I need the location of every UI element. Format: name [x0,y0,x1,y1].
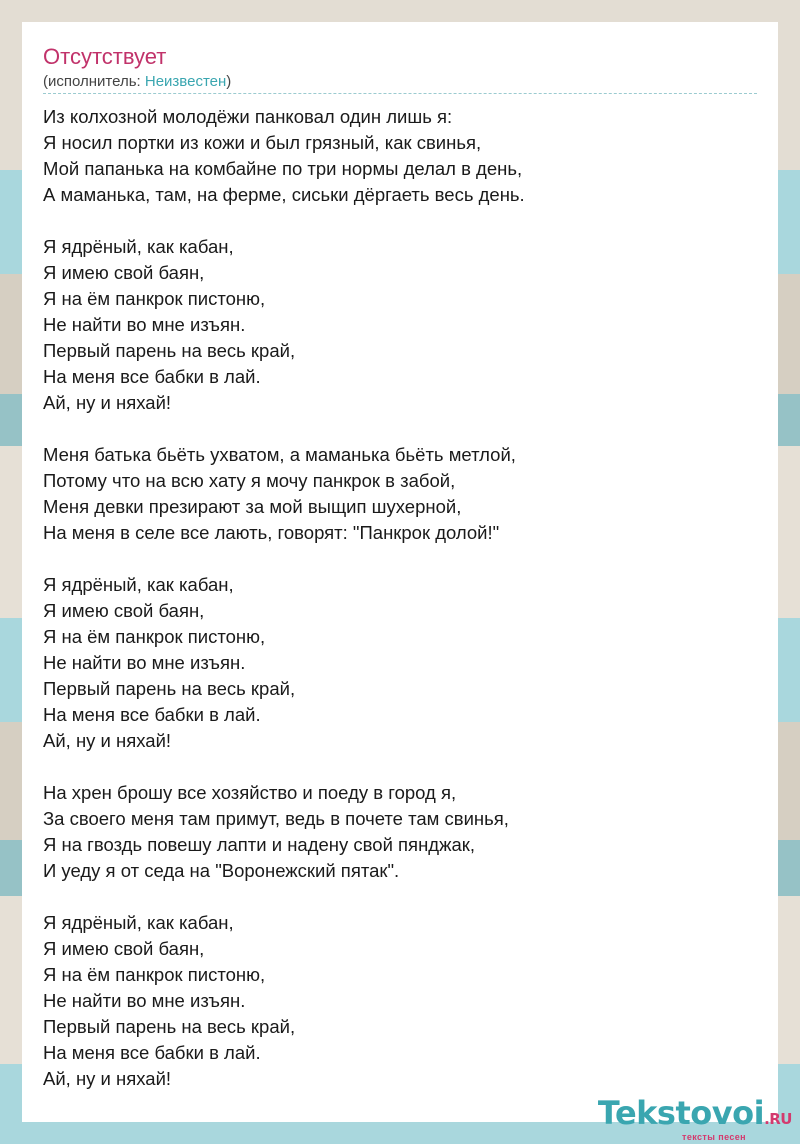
lyric-line: Первый парень на весь край, [43,340,296,361]
lyric-line: Не найти во мне изъян. [43,314,246,335]
stanza-gap [43,884,763,910]
lyric-line: Я на гвоздь повешу лапти и надену свой пянджак, [43,834,475,855]
lyric-line: Мой папанька на комбайне по три нормы делал в день, [43,158,523,179]
performer-line [43,73,231,91]
lyric-line: Первый парень на весь край, [43,678,296,699]
lyric-line: Из колхозной молодёжи панковал один лишь я: [43,106,453,127]
lyric-line: За своего меня там примут, ведь в почете там свинья, [43,808,509,829]
stanza-gap [43,416,763,442]
lyric-line: А маманька, там, на ферме, сиськи дёргаеть весь день. [43,184,525,205]
lyric-line: Я на ём панкрок пистоню, [43,964,266,985]
lyric-line: На меня все бабки в лай. [43,366,261,387]
lyric-line: На меня в селе все лають, говорят: "Панкрок долой!" [43,522,500,543]
lyric-line: Не найти во мне изъян. [43,652,246,673]
lyric-line: Меня девки презирают за мой выщип шухерной, [43,496,462,517]
lyric-line: На хрен брошу все хозяйство и поеду в город я, [43,782,457,803]
performer-prefix: (исполнитель: [43,73,145,90]
lyric-line: Потому что на всю хату я мочу панкрок в забой, [43,470,456,491]
performer-link[interactable]: Неизвестен [144,73,227,90]
lyric-line: Я ядрёный, как кабан, [43,574,234,595]
performer-suffix: ) [226,73,232,90]
lyric-line: Я носил портки из кожи и был грязный, как свинья, [43,132,482,153]
site-logo[interactable] [597,1094,792,1142]
lyric-line: И уеду я от седа на "Воронежский пятак". [43,860,400,881]
lyric-line: Меня батька бьёть ухватом, а маманька бьёть метлой, [43,444,516,465]
lyrics-card [22,22,778,1122]
lyric-line: Я ядрёный, как кабан, [43,912,234,933]
lyric-line: На меня все бабки в лай. [43,1042,261,1063]
lyric-line: Я на ём панкрок пистоню, [43,288,266,309]
logo-tagline: тексты песен [682,1132,746,1142]
logo-word: Tekstovoi [597,1094,765,1132]
dashed-divider [43,93,757,94]
lyric-line: Не найти во мне изъян. [43,990,246,1011]
lyric-line: Я имею свой баян, [43,938,205,959]
stanza-gap [43,208,763,234]
lyric-line: Я имею свой баян, [43,600,205,621]
lyric-line: Первый парень на весь край, [43,1016,296,1037]
lyric-line: Я имею свой баян, [43,262,205,283]
logo-tld: .RU [764,1110,792,1128]
lyric-line: Ай, ну и няхай! [43,392,172,413]
lyric-line: Я ядрёный, как кабан, [43,236,234,257]
song-title: Отсутствует [43,44,167,69]
stanza-gap [43,754,763,780]
lyrics-body [43,104,763,1092]
lyric-line: На меня все бабки в лай. [43,704,261,725]
lyric-line: Ай, ну и няхай! [43,1068,172,1089]
stanza-gap [43,546,763,572]
lyric-line: Я на ём панкрок пистоню, [43,626,266,647]
lyric-line: Ай, ну и няхай! [43,730,172,751]
